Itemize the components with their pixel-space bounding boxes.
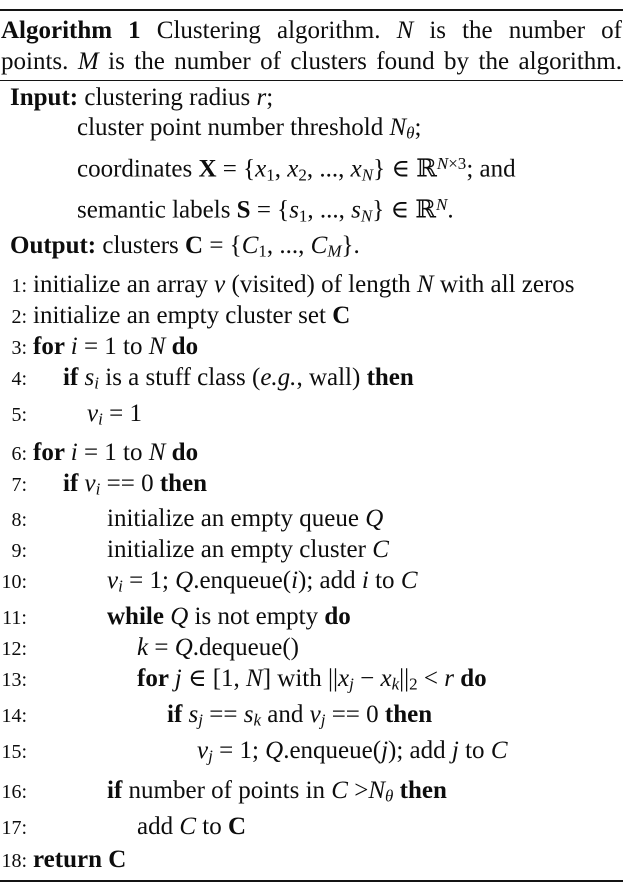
algorithm-line (0, 332, 623, 363)
text-segment: C (108, 846, 127, 874)
text-segment: Q (365, 505, 384, 533)
text-segment: < (417, 665, 445, 693)
text-segment: Q (175, 567, 194, 595)
text-segment: N (396, 17, 414, 44)
algorithm-line (0, 776, 623, 812)
text-segment: (visited) of length (225, 271, 417, 299)
line-number: 13: (1, 669, 27, 692)
text-segment: if (107, 777, 129, 805)
text-segment: s (351, 196, 361, 224)
text-segment: r (256, 84, 267, 111)
text-segment: = 1 to (77, 333, 149, 361)
line-number: 12: (1, 638, 27, 661)
text-segment: do (165, 333, 199, 361)
text-segment: v (84, 469, 96, 497)
algorithm-caption (0, 15, 623, 77)
algorithm-line (0, 602, 623, 633)
code-text (33, 399, 142, 435)
text-segment: , wall) (296, 364, 367, 392)
text-segment: == (203, 700, 244, 728)
line-number: 15: (1, 740, 27, 763)
text-segment: = { (216, 155, 256, 183)
text-segment: x (287, 155, 299, 183)
text-segment: = 1; (212, 736, 266, 764)
code-text (33, 566, 418, 602)
text-segment: coordinates (77, 155, 199, 183)
line-number: 16: (1, 781, 27, 804)
text-segment: N (361, 165, 374, 185)
line-number: 6: (11, 442, 27, 465)
text-segment: to (458, 736, 491, 764)
io-row (0, 113, 623, 149)
algorithm-line (0, 812, 623, 843)
text-segment: cluster point number threshold (77, 114, 390, 141)
text-segment: , (274, 155, 288, 183)
text-segment: .enqueue( (283, 736, 382, 764)
text-segment: do (165, 438, 199, 466)
text-segment: k (137, 634, 149, 662)
text-segment: i (118, 577, 123, 597)
text-segment: Output: (10, 232, 97, 260)
text-segment: ] with || (262, 665, 338, 693)
text-segment: .dequeue() (192, 634, 299, 662)
caption-line-2 (0, 46, 623, 77)
text-segment: , ..., (306, 155, 351, 183)
text-segment: add (137, 813, 180, 841)
code-text (33, 736, 508, 772)
code-text (33, 664, 487, 700)
text-segment: k (253, 710, 261, 730)
text-segment: j (320, 710, 326, 730)
code-text (33, 700, 432, 736)
algorithm-line (0, 664, 623, 700)
line-number: 11: (2, 607, 27, 630)
text-segment: x (350, 155, 362, 183)
text-segment: C (179, 813, 197, 841)
line-number: 17: (1, 817, 27, 840)
text-segment: Input: (10, 84, 79, 111)
text-segment: − (353, 665, 381, 693)
text-segment: C (400, 567, 418, 595)
caption-rule (0, 80, 623, 81)
text-segment: ; (414, 114, 422, 141)
text-segment: for (33, 333, 71, 361)
text-segment: θ (406, 123, 415, 143)
text-segment: initialize an empty queue (107, 505, 366, 533)
text-segment: for (137, 665, 175, 693)
text-segment: and (260, 700, 310, 728)
text-segment: x (255, 155, 267, 183)
text-segment: do (453, 665, 487, 693)
text-segment: M (327, 242, 342, 262)
line-number: 5: (11, 403, 27, 426)
line-number: 10: (1, 571, 27, 594)
text-segment: with all zeros (433, 271, 575, 299)
text-segment: v (214, 271, 226, 299)
text-segment: s (84, 364, 95, 392)
text-segment: points. (1, 48, 78, 75)
top-rule (0, 9, 623, 11)
text-segment: semantic labels (77, 196, 237, 224)
text-segment: k (391, 674, 400, 694)
text-segment: is a stuff class ( (99, 364, 261, 392)
text-segment: j (349, 674, 354, 694)
text-segment: x (380, 665, 392, 693)
text-segment: , ..., (307, 196, 352, 224)
text-segment: i (361, 567, 369, 595)
text-segment: = 1 to (77, 438, 149, 466)
line-number: 18: (1, 850, 27, 873)
algorithm-line (0, 845, 623, 876)
text-segment: = 1 (102, 399, 142, 427)
text-segment: } ∈ ℝ (373, 155, 437, 183)
text-segment: initialize an empty cluster set (33, 302, 333, 330)
text-segment: Q (265, 736, 284, 764)
text-segment: v (309, 700, 321, 728)
code-text (33, 438, 198, 468)
text-segment: if (167, 700, 189, 728)
caption-line-1 (0, 15, 623, 46)
code-text (33, 535, 389, 565)
line-number: 3: (11, 337, 27, 360)
line-number: 1: (11, 275, 27, 298)
text-segment: .enqueue( (193, 567, 292, 595)
text-segment: C (310, 232, 328, 260)
text-segment: == 0 (325, 700, 385, 728)
text-segment: initialize an array (33, 271, 215, 299)
algorithm-line (0, 469, 623, 505)
text-segment: i (291, 567, 299, 595)
text-segment: C (490, 736, 508, 764)
line-number: 8: (11, 509, 27, 532)
text-segment: ×3 (448, 153, 467, 173)
text-segment: , ..., (266, 232, 311, 260)
algorithm-line (0, 566, 623, 602)
text-segment: Q (170, 603, 189, 631)
code-text (33, 845, 126, 875)
algorithm-line (0, 270, 623, 301)
code-text (33, 332, 198, 362)
text-segment: if (63, 469, 85, 497)
algorithm-line (0, 301, 623, 332)
text-segment: e.g. (260, 364, 297, 392)
code-text (33, 270, 575, 300)
text-segment: }. (341, 232, 360, 260)
code-text (33, 504, 383, 534)
io-row (0, 83, 623, 113)
line-number: 4: (11, 368, 27, 391)
text-segment: == 0 (100, 469, 160, 497)
text-segment: then (159, 469, 208, 497)
text-segment: for (33, 438, 71, 466)
text-segment: C (185, 232, 204, 260)
text-segment: then (393, 777, 447, 805)
text-segment: C (228, 813, 247, 841)
text-segment: N (360, 206, 373, 226)
text-segment: C (332, 302, 351, 330)
text-segment: number of points in (128, 777, 332, 805)
text-segment: N (148, 438, 166, 466)
text-segment: N (246, 665, 263, 693)
text-segment: is not empty (188, 603, 325, 631)
text-segment: = { (203, 232, 242, 260)
text-segment: ; and (466, 155, 516, 183)
io-row (0, 190, 623, 231)
text-segment: C (331, 777, 348, 805)
text-segment: || (399, 665, 410, 693)
code-text (33, 812, 246, 842)
code-text (33, 633, 299, 663)
code-text (33, 301, 350, 331)
algorithm-line (0, 399, 623, 435)
text-segment: = (148, 634, 175, 662)
text-segment: v (197, 736, 209, 764)
code-text (33, 776, 447, 812)
text-segment: return (33, 846, 109, 874)
text-segment: j (208, 746, 213, 766)
text-segment: v (87, 399, 99, 427)
text-segment: θ (385, 787, 394, 807)
text-segment: ; (266, 84, 274, 111)
algorithm-line (0, 504, 623, 535)
text-segment: = 1; (122, 567, 176, 595)
text-segment: Algorithm 1 (1, 17, 141, 44)
text-segment: N (148, 333, 166, 361)
text-segment: i (70, 333, 78, 361)
text-segment: 1 (266, 165, 275, 185)
text-segment: S (236, 196, 251, 224)
text-segment: N (389, 114, 407, 141)
text-segment: i (95, 479, 101, 499)
text-segment: 1 (298, 206, 308, 226)
input-output-block (0, 83, 623, 267)
algorithm-line (0, 535, 623, 566)
algorithm-body (0, 270, 623, 876)
line-number: 9: (11, 540, 27, 563)
text-segment: ); add (388, 736, 452, 764)
text-segment: 2 (409, 674, 418, 694)
text-segment: . (447, 196, 454, 224)
text-segment: C (241, 232, 259, 260)
text-segment: while (107, 603, 171, 631)
text-segment: N (436, 195, 448, 215)
text-segment: v (107, 567, 119, 595)
text-segment: i (70, 438, 78, 466)
line-number: 2: (11, 306, 27, 329)
text-segment: j (198, 710, 203, 730)
text-segment: X (198, 155, 217, 183)
algorithm-line (0, 438, 623, 469)
text-segment: N (368, 777, 386, 805)
text-segment: if (63, 364, 85, 392)
text-segment: s (289, 196, 299, 224)
text-segment: N (436, 153, 449, 173)
text-segment: j (451, 736, 459, 764)
text-segment: i (94, 373, 99, 393)
text-segment: clustering radius (78, 84, 257, 111)
text-segment: = { (250, 196, 290, 224)
text-segment: clusters (96, 232, 186, 260)
text-segment: M (77, 48, 99, 75)
code-text (33, 469, 207, 505)
algorithm-line (0, 363, 623, 399)
text-segment: to (368, 567, 401, 595)
text-segment: > (347, 777, 369, 805)
text-segment: } ∈ ℝ (372, 196, 437, 224)
text-segment: j (381, 736, 389, 764)
text-segment: r (444, 665, 454, 693)
text-segment: initialize an empty cluster (107, 536, 373, 564)
text-segment: N (416, 271, 434, 299)
text-segment: ); add (298, 567, 362, 595)
text-segment: s (188, 700, 199, 728)
text-segment: ∈ [1, (181, 665, 247, 693)
line-number: 14: (1, 704, 27, 727)
text-segment: is the number of (413, 17, 622, 44)
text-segment: do (324, 603, 351, 631)
code-text (33, 602, 351, 632)
text-segment: 1 (258, 242, 267, 262)
text-segment: then (366, 364, 414, 392)
text-segment: to (196, 813, 228, 841)
text-segment: i (98, 409, 103, 429)
text-segment: Q (174, 634, 193, 662)
line-number: 7: (11, 473, 27, 496)
text-segment: is the number of clusters found by the algorithm. (98, 48, 622, 75)
code-text (33, 363, 414, 399)
text-segment: C (372, 536, 389, 564)
algorithm-line (0, 736, 623, 772)
text-segment: s (243, 700, 254, 728)
io-row (0, 231, 623, 267)
io-row (0, 149, 623, 190)
text-segment: 2 (298, 165, 307, 185)
text-segment: then (384, 700, 433, 728)
algorithm-line (0, 633, 623, 664)
algorithm-line (0, 700, 623, 736)
text-segment: Clustering algorithm. (140, 17, 397, 44)
text-segment: j (174, 665, 182, 693)
text-segment: x (338, 665, 350, 693)
